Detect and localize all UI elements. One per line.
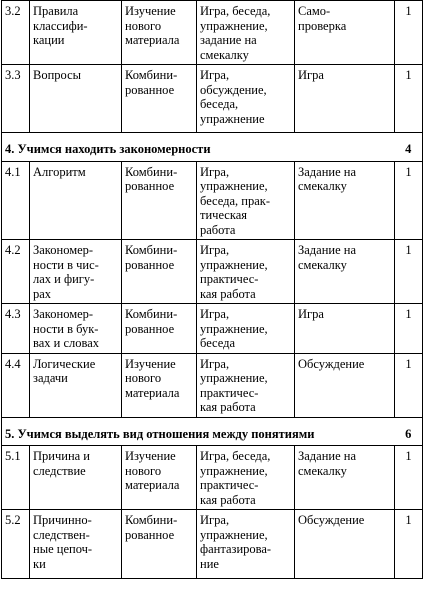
lesson-activities-text: Игра, беседа, упражнение, практичес- кая работа [200, 449, 271, 507]
lesson-topic-text: Причина и следствие [33, 449, 90, 478]
lesson-form [122, 240, 197, 304]
lesson-number [2, 353, 30, 417]
section-title: 4. Учимся находить закономерности [2, 133, 395, 162]
lesson-topic [30, 446, 122, 510]
lesson-number-text: 4.3 [5, 307, 21, 321]
lesson-control [295, 65, 395, 133]
lesson-activities [197, 304, 295, 354]
lesson-form-text: Комбини- рованное [125, 307, 178, 336]
lesson-form [122, 1, 197, 65]
lesson-hours [395, 161, 423, 240]
lesson-hours [395, 353, 423, 417]
lesson-topic-text: Вопросы [33, 68, 82, 82]
table-row [2, 510, 423, 579]
table-row [2, 304, 423, 354]
lesson-form [122, 161, 197, 240]
lesson-hours-text: 1 [405, 68, 412, 82]
lesson-control-text: Само- проверка [298, 4, 347, 33]
lesson-form [122, 65, 197, 133]
lesson-topic [30, 1, 122, 65]
lesson-activities [197, 446, 295, 510]
table-row [2, 446, 423, 510]
lesson-hours-text: 1 [405, 513, 412, 527]
lesson-activities-text: Игра, упражнение, практичес- кая работа [200, 356, 268, 414]
section-header-row [2, 417, 423, 446]
lesson-control-text: Игра [298, 68, 324, 82]
lesson-activities [197, 161, 295, 240]
lesson-number-text: 3.2 [5, 4, 21, 18]
lesson-form [122, 353, 197, 417]
lesson-form-text: Комбини- рованное [125, 513, 178, 542]
lesson-topic [30, 240, 122, 304]
lesson-number-text: 4.1 [5, 164, 21, 179]
lesson-form-text: Комбини- рованное [125, 243, 178, 272]
table-row [2, 240, 423, 304]
lesson-hours-text: 1 [405, 4, 412, 18]
lesson-control [295, 446, 395, 510]
lesson-number [2, 1, 30, 65]
lesson-hours [395, 510, 423, 579]
section-hours: 6 [395, 417, 423, 446]
lesson-activities [197, 510, 295, 579]
lesson-plan-body [2, 1, 423, 579]
lesson-control [295, 161, 395, 240]
lesson-control-text: Задание на смекалку [298, 243, 357, 272]
lesson-control-text: Задание на смекалку [298, 164, 357, 193]
lesson-number [2, 510, 30, 579]
lesson-activities-text: Игра, обсуждение, беседа, упражнение [200, 68, 267, 126]
lesson-topic [30, 65, 122, 133]
lesson-number [2, 161, 30, 240]
lesson-topic-text: Закономер- ности в бук- вах и словах [33, 307, 100, 350]
table-row [2, 353, 423, 417]
lesson-plan-table [1, 0, 423, 579]
lesson-topic-text: Алгоритм [33, 164, 86, 179]
lesson-topic-text: Логические задачи [33, 356, 96, 385]
lesson-topic [30, 161, 122, 240]
lesson-form-text: Комбини- рованное [125, 164, 178, 193]
lesson-activities-text: Игра, упражнение, практичес- кая работа [200, 243, 268, 301]
lesson-activities-text: Игра, упражнение, беседа [200, 307, 268, 350]
lesson-topic-text: Причинно- следствен- ные цепоч- ки [33, 513, 93, 571]
lesson-topic [30, 304, 122, 354]
lesson-activities-text: Игра, упражнение, беседа, прак- тическая работа [200, 164, 271, 237]
lesson-form-text: Изучение нового материала [125, 449, 180, 492]
lesson-control [295, 1, 395, 65]
table-row [2, 161, 423, 240]
lesson-hours-text: 1 [405, 243, 412, 257]
section-title: 5. Учимся выделять вид отношения между понятиями [2, 417, 395, 446]
lesson-number-text: 4.4 [5, 356, 21, 371]
lesson-number-text: 4.2 [5, 243, 21, 257]
lesson-number-text: 5.1 [5, 449, 21, 463]
lesson-control [295, 304, 395, 354]
lesson-hours-text: 1 [405, 449, 412, 463]
lesson-number-text: 3.3 [5, 68, 21, 82]
lesson-hours-text: 1 [405, 164, 412, 179]
lesson-hours [395, 65, 423, 133]
lesson-form [122, 304, 197, 354]
lesson-hours [395, 304, 423, 354]
lesson-activities [197, 65, 295, 133]
lesson-form-text: Изучение нового материала [125, 4, 180, 47]
section-header-row [2, 133, 423, 162]
lesson-form-text: Изучение нового материала [125, 356, 180, 400]
lesson-hours-text: 1 [405, 307, 412, 321]
section-hours: 4 [395, 133, 423, 162]
lesson-activities [197, 1, 295, 65]
lesson-form [122, 446, 197, 510]
lesson-topic [30, 510, 122, 579]
lesson-control-text: Обсуждение [298, 356, 365, 371]
lesson-topic-text: Правила классифи- кации [33, 4, 88, 47]
lesson-control-text: Игра [298, 307, 324, 321]
lesson-topic [30, 353, 122, 417]
table-row [2, 1, 423, 65]
lesson-activities-text: Игра, упражнение, фантазирова- ние [200, 513, 272, 571]
lesson-control-text: Обсуждение [298, 513, 365, 527]
lesson-hours-text: 1 [405, 356, 412, 371]
lesson-hours [395, 446, 423, 510]
lesson-number-text: 5.2 [5, 513, 21, 527]
lesson-number [2, 65, 30, 133]
lesson-control [295, 240, 395, 304]
lesson-activities [197, 240, 295, 304]
lesson-activities-text: Игра, беседа, упражнение, задание на смекалку [200, 4, 271, 62]
lesson-control [295, 510, 395, 579]
lesson-control [295, 353, 395, 417]
lesson-hours [395, 1, 423, 65]
lesson-hours [395, 240, 423, 304]
lesson-activities [197, 353, 295, 417]
lesson-topic-text: Закономер- ности в чис- лах и фигу- рах [33, 243, 99, 301]
lesson-control-text: Задание на смекалку [298, 449, 357, 478]
lesson-number [2, 304, 30, 354]
lesson-form-text: Комбини- рованное [125, 68, 178, 97]
table-row [2, 65, 423, 133]
lesson-form [122, 510, 197, 579]
lesson-number [2, 446, 30, 510]
lesson-number [2, 240, 30, 304]
